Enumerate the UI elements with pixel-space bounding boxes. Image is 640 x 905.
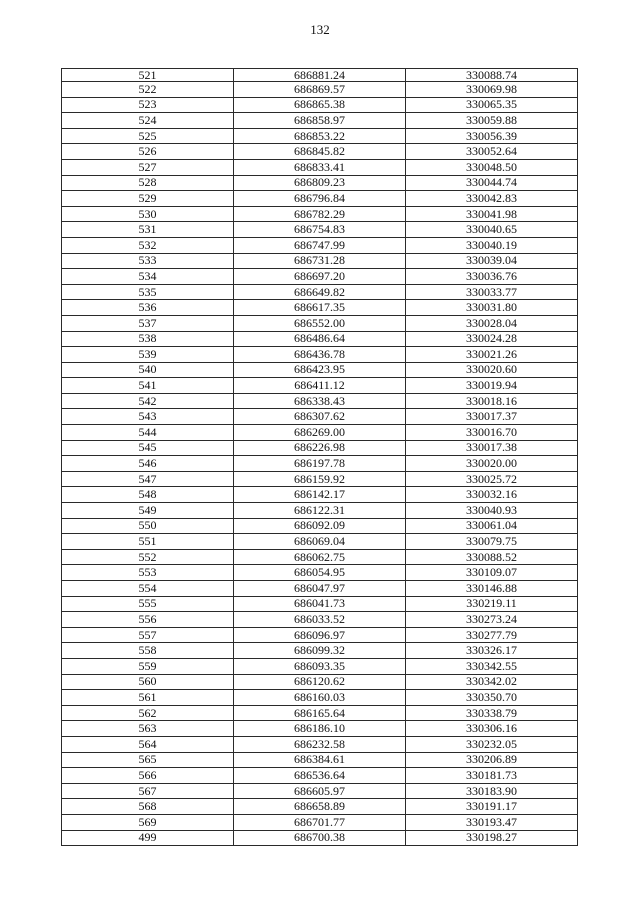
point-number-cell: 543 bbox=[62, 409, 234, 425]
point-number-cell: 562 bbox=[62, 705, 234, 721]
point-number-cell: 536 bbox=[62, 300, 234, 316]
point-number-cell: 563 bbox=[62, 721, 234, 737]
point-number-cell: 546 bbox=[62, 456, 234, 472]
x-coordinate-cell: 686307.62 bbox=[234, 409, 406, 425]
y-coordinate-cell: 330193.47 bbox=[406, 814, 578, 830]
y-coordinate-cell: 330036.76 bbox=[406, 269, 578, 285]
point-number-cell: 566 bbox=[62, 768, 234, 784]
table-row bbox=[62, 596, 578, 612]
y-coordinate-cell: 330033.77 bbox=[406, 284, 578, 300]
table-row bbox=[62, 82, 578, 98]
x-coordinate-cell: 686796.84 bbox=[234, 191, 406, 207]
x-coordinate-cell: 686731.28 bbox=[234, 253, 406, 269]
x-coordinate-cell: 686700.38 bbox=[234, 830, 406, 846]
table-row bbox=[62, 534, 578, 550]
y-coordinate-cell: 330019.94 bbox=[406, 378, 578, 394]
table-row bbox=[62, 331, 578, 347]
point-number-cell: 550 bbox=[62, 518, 234, 534]
y-coordinate-cell: 330020.60 bbox=[406, 362, 578, 378]
x-coordinate-cell: 686033.52 bbox=[234, 612, 406, 628]
table-row bbox=[62, 393, 578, 409]
point-number-cell: 565 bbox=[62, 752, 234, 768]
point-number-cell: 542 bbox=[62, 393, 234, 409]
x-coordinate-cell: 686099.32 bbox=[234, 643, 406, 659]
x-coordinate-cell: 686269.00 bbox=[234, 425, 406, 441]
x-coordinate-cell: 686782.29 bbox=[234, 206, 406, 222]
point-number-cell: 560 bbox=[62, 674, 234, 690]
x-coordinate-cell: 686853.22 bbox=[234, 128, 406, 144]
y-coordinate-cell: 330198.27 bbox=[406, 830, 578, 846]
table-row bbox=[62, 425, 578, 441]
x-coordinate-cell: 686047.97 bbox=[234, 581, 406, 597]
table-row bbox=[62, 471, 578, 487]
x-coordinate-cell: 686054.95 bbox=[234, 565, 406, 581]
x-coordinate-cell: 686423.95 bbox=[234, 362, 406, 378]
x-coordinate-cell: 686165.64 bbox=[234, 705, 406, 721]
x-coordinate-cell: 686411.12 bbox=[234, 378, 406, 394]
y-coordinate-cell: 330040.93 bbox=[406, 503, 578, 519]
point-number-cell: 539 bbox=[62, 347, 234, 363]
x-coordinate-cell: 686845.82 bbox=[234, 144, 406, 160]
point-number-cell: 528 bbox=[62, 175, 234, 191]
y-coordinate-cell: 330028.04 bbox=[406, 315, 578, 331]
table-row bbox=[62, 830, 578, 846]
y-coordinate-cell: 330146.88 bbox=[406, 581, 578, 597]
table-row bbox=[62, 113, 578, 129]
table-row bbox=[62, 378, 578, 394]
y-coordinate-cell: 330041.98 bbox=[406, 206, 578, 222]
point-number-cell: 533 bbox=[62, 253, 234, 269]
table-row bbox=[62, 721, 578, 737]
x-coordinate-cell: 686197.78 bbox=[234, 456, 406, 472]
x-coordinate-cell: 686486.64 bbox=[234, 331, 406, 347]
point-number-cell: 553 bbox=[62, 565, 234, 581]
table-row bbox=[62, 253, 578, 269]
y-coordinate-cell: 330109.07 bbox=[406, 565, 578, 581]
coordinates-table bbox=[61, 68, 578, 846]
x-coordinate-cell: 686701.77 bbox=[234, 814, 406, 830]
x-coordinate-cell: 686552.00 bbox=[234, 315, 406, 331]
point-number-cell: 548 bbox=[62, 487, 234, 503]
y-coordinate-cell: 330277.79 bbox=[406, 627, 578, 643]
table-row bbox=[62, 159, 578, 175]
y-coordinate-cell: 330018.16 bbox=[406, 393, 578, 409]
table-row bbox=[62, 752, 578, 768]
y-coordinate-cell: 330016.70 bbox=[406, 425, 578, 441]
point-number-cell: 538 bbox=[62, 331, 234, 347]
x-coordinate-cell: 686536.64 bbox=[234, 768, 406, 784]
table-row bbox=[62, 440, 578, 456]
point-number-cell: 522 bbox=[62, 82, 234, 98]
y-coordinate-cell: 330024.28 bbox=[406, 331, 578, 347]
y-coordinate-cell: 330021.26 bbox=[406, 347, 578, 363]
point-number-cell: 555 bbox=[62, 596, 234, 612]
table-row bbox=[62, 581, 578, 597]
point-number-cell: 541 bbox=[62, 378, 234, 394]
table-row bbox=[62, 362, 578, 378]
table-row bbox=[62, 315, 578, 331]
y-coordinate-cell: 330206.89 bbox=[406, 752, 578, 768]
page-number: 132 bbox=[310, 22, 330, 37]
point-number-cell: 568 bbox=[62, 799, 234, 815]
y-coordinate-cell: 330040.65 bbox=[406, 222, 578, 238]
point-number-cell: 545 bbox=[62, 440, 234, 456]
y-coordinate-cell: 330052.64 bbox=[406, 144, 578, 160]
y-coordinate-cell: 330061.04 bbox=[406, 518, 578, 534]
table-row bbox=[62, 690, 578, 706]
point-number-cell: 544 bbox=[62, 425, 234, 441]
point-number-cell: 537 bbox=[62, 315, 234, 331]
table-row bbox=[62, 814, 578, 830]
y-coordinate-cell: 330025.72 bbox=[406, 471, 578, 487]
x-coordinate-cell: 686658.89 bbox=[234, 799, 406, 815]
table-row bbox=[62, 518, 578, 534]
x-coordinate-cell: 686809.23 bbox=[234, 175, 406, 191]
y-coordinate-cell: 330048.50 bbox=[406, 159, 578, 175]
table-row bbox=[62, 206, 578, 222]
x-coordinate-cell: 686605.97 bbox=[234, 783, 406, 799]
x-coordinate-cell: 686122.31 bbox=[234, 503, 406, 519]
x-coordinate-cell: 686881.24 bbox=[234, 69, 406, 82]
x-coordinate-cell: 686697.20 bbox=[234, 269, 406, 285]
x-coordinate-cell: 686092.09 bbox=[234, 518, 406, 534]
x-coordinate-cell: 686096.97 bbox=[234, 627, 406, 643]
x-coordinate-cell: 686226.98 bbox=[234, 440, 406, 456]
x-coordinate-cell: 686747.99 bbox=[234, 237, 406, 253]
table-row bbox=[62, 128, 578, 144]
x-coordinate-cell: 686159.92 bbox=[234, 471, 406, 487]
table-row bbox=[62, 144, 578, 160]
x-coordinate-cell: 686069.04 bbox=[234, 534, 406, 550]
y-coordinate-cell: 330069.98 bbox=[406, 82, 578, 98]
y-coordinate-cell: 330056.39 bbox=[406, 128, 578, 144]
point-number-cell: 564 bbox=[62, 736, 234, 752]
x-coordinate-cell: 686869.57 bbox=[234, 82, 406, 98]
y-coordinate-cell: 330040.19 bbox=[406, 237, 578, 253]
x-coordinate-cell: 686186.10 bbox=[234, 721, 406, 737]
x-coordinate-cell: 686232.58 bbox=[234, 736, 406, 752]
y-coordinate-cell: 330326.17 bbox=[406, 643, 578, 659]
table-row bbox=[62, 503, 578, 519]
x-coordinate-cell: 686617.35 bbox=[234, 300, 406, 316]
table-row bbox=[62, 783, 578, 799]
y-coordinate-cell: 330088.74 bbox=[406, 69, 578, 82]
y-coordinate-cell: 330181.73 bbox=[406, 768, 578, 784]
table-row bbox=[62, 612, 578, 628]
y-coordinate-cell: 330079.75 bbox=[406, 534, 578, 550]
table-row bbox=[62, 284, 578, 300]
y-coordinate-cell: 330342.55 bbox=[406, 658, 578, 674]
table-row bbox=[62, 97, 578, 113]
point-number-cell: 547 bbox=[62, 471, 234, 487]
point-number-cell: 557 bbox=[62, 627, 234, 643]
y-coordinate-cell: 330020.00 bbox=[406, 456, 578, 472]
x-coordinate-cell: 686436.78 bbox=[234, 347, 406, 363]
y-coordinate-cell: 330032.16 bbox=[406, 487, 578, 503]
table-row bbox=[62, 674, 578, 690]
point-number-cell: 551 bbox=[62, 534, 234, 550]
y-coordinate-cell: 330065.35 bbox=[406, 97, 578, 113]
point-number-cell: 549 bbox=[62, 503, 234, 519]
y-coordinate-cell: 330338.79 bbox=[406, 705, 578, 721]
table-row bbox=[62, 487, 578, 503]
x-coordinate-cell: 686754.83 bbox=[234, 222, 406, 238]
table-row bbox=[62, 237, 578, 253]
x-coordinate-cell: 686338.43 bbox=[234, 393, 406, 409]
y-coordinate-cell: 330219.11 bbox=[406, 596, 578, 612]
y-coordinate-cell: 330059.88 bbox=[406, 113, 578, 129]
table-row bbox=[62, 627, 578, 643]
point-number-cell: 530 bbox=[62, 206, 234, 222]
point-number-cell: 535 bbox=[62, 284, 234, 300]
table-row bbox=[62, 658, 578, 674]
point-number-cell: 569 bbox=[62, 814, 234, 830]
point-number-cell: 532 bbox=[62, 237, 234, 253]
x-coordinate-cell: 686160.03 bbox=[234, 690, 406, 706]
point-number-cell: 523 bbox=[62, 97, 234, 113]
point-number-cell: 559 bbox=[62, 658, 234, 674]
y-coordinate-cell: 330273.24 bbox=[406, 612, 578, 628]
y-coordinate-cell: 330306.16 bbox=[406, 721, 578, 737]
point-number-cell: 527 bbox=[62, 159, 234, 175]
coordinates-table-body bbox=[62, 69, 578, 846]
table-row bbox=[62, 191, 578, 207]
x-coordinate-cell: 686833.41 bbox=[234, 159, 406, 175]
point-number-cell: 540 bbox=[62, 362, 234, 378]
table-row bbox=[62, 347, 578, 363]
y-coordinate-cell: 330232.05 bbox=[406, 736, 578, 752]
y-coordinate-cell: 330342.02 bbox=[406, 674, 578, 690]
table-row bbox=[62, 409, 578, 425]
table-row bbox=[62, 768, 578, 784]
point-number-cell: 552 bbox=[62, 549, 234, 565]
y-coordinate-cell: 330017.37 bbox=[406, 409, 578, 425]
y-coordinate-cell: 330017.38 bbox=[406, 440, 578, 456]
point-number-cell: 526 bbox=[62, 144, 234, 160]
x-coordinate-cell: 686041.73 bbox=[234, 596, 406, 612]
y-coordinate-cell: 330042.83 bbox=[406, 191, 578, 207]
y-coordinate-cell: 330044.74 bbox=[406, 175, 578, 191]
table-row bbox=[62, 300, 578, 316]
point-number-cell: 531 bbox=[62, 222, 234, 238]
point-number-cell: 524 bbox=[62, 113, 234, 129]
table-row bbox=[62, 549, 578, 565]
x-coordinate-cell: 686142.17 bbox=[234, 487, 406, 503]
point-number-cell: 558 bbox=[62, 643, 234, 659]
point-number-cell: 567 bbox=[62, 783, 234, 799]
x-coordinate-cell: 686120.62 bbox=[234, 674, 406, 690]
point-number-cell: 554 bbox=[62, 581, 234, 597]
point-number-cell: 556 bbox=[62, 612, 234, 628]
table-row bbox=[62, 456, 578, 472]
x-coordinate-cell: 686062.75 bbox=[234, 549, 406, 565]
y-coordinate-cell: 330039.04 bbox=[406, 253, 578, 269]
point-number-cell: 561 bbox=[62, 690, 234, 706]
table-row bbox=[62, 799, 578, 815]
y-coordinate-cell: 330183.90 bbox=[406, 783, 578, 799]
table-row bbox=[62, 705, 578, 721]
table-row bbox=[62, 175, 578, 191]
y-coordinate-cell: 330031.80 bbox=[406, 300, 578, 316]
point-number-cell: 534 bbox=[62, 269, 234, 285]
point-number-cell: 499 bbox=[62, 830, 234, 846]
x-coordinate-cell: 686384.61 bbox=[234, 752, 406, 768]
point-number-cell: 521 bbox=[62, 69, 234, 82]
x-coordinate-cell: 686093.35 bbox=[234, 658, 406, 674]
y-coordinate-cell: 330191.17 bbox=[406, 799, 578, 815]
table-row bbox=[62, 269, 578, 285]
x-coordinate-cell: 686858.97 bbox=[234, 113, 406, 129]
table-row bbox=[62, 222, 578, 238]
table-row bbox=[62, 736, 578, 752]
table-row bbox=[62, 69, 578, 82]
point-number-cell: 525 bbox=[62, 128, 234, 144]
x-coordinate-cell: 686865.38 bbox=[234, 97, 406, 113]
table-row bbox=[62, 565, 578, 581]
y-coordinate-cell: 330350.70 bbox=[406, 690, 578, 706]
point-number-cell: 529 bbox=[62, 191, 234, 207]
y-coordinate-cell: 330088.52 bbox=[406, 549, 578, 565]
table-row bbox=[62, 643, 578, 659]
x-coordinate-cell: 686649.82 bbox=[234, 284, 406, 300]
